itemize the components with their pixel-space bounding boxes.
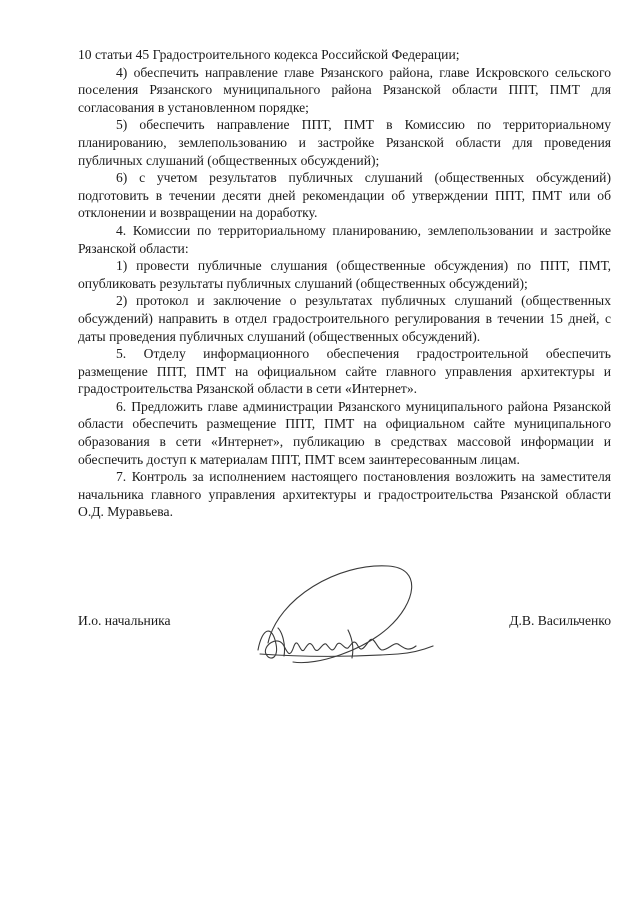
paragraph-section-4-item-2: 2) протокол и заключение о результатах публичных слушаний (общественных обсуждений) направить в отдел градостроительного регулирования в течении 15 дней, с даты проведения публичных слушаний (общественных обсуждений). [78, 293, 611, 344]
paragraph-section-5: 5. Отделу информационного обеспечения градостроительной обеспечить размещение ППТ, ПМТ на официальном сайте главного управления архитектуры и градостроительства Рязанской области в сети «Интернет». [78, 346, 611, 397]
handwritten-signature [248, 558, 448, 678]
document-body [78, 46, 611, 521]
paragraph-section-4: 4. Комиссии по территориальному планированию, землепользовании и застройке Рязанской области: [78, 222, 611, 256]
signatory-name: Д.В. Васильченко [509, 613, 611, 628]
paragraph-section-4-item-1: 1) провести публичные слушания (общественные обсуждения) по ППТ, ПМТ, опубликовать результаты публичных слушаний (общественных обсуждений); [78, 258, 611, 291]
signatory-title: И.о. начальника [78, 613, 171, 628]
signature-block [78, 610, 611, 680]
paragraph-item-6-recommendations: 6) с учетом результатов публичных слушаний (общественных обсуждений) подготовить в течении десяти дней рекомендации об утверждении ППТ, ПМТ или об отклонении и возвращении на доработку. [78, 170, 611, 221]
paragraph-item-5-commission: 5) обеспечить направление ППТ, ПМТ в Комиссию по территориальному планированию, землепользованию и застройке Рязанской области для проведения публичных слушаний (общественных обсуждений); [78, 117, 611, 168]
paragraph-continuation: 10 статьи 45 Градостроительного кодекса Российской Федерации; [78, 47, 460, 62]
paragraph-section-7: 7. Контроль за исполнением настоящего постановления возложить на заместителя начальника главного управления архитектуры и градостроительства Рязанской области О.Д. Муравьева. [78, 469, 611, 520]
paragraph-item-4-direction: 4) обеспечить направление главе Рязанского района, главе Искровского сельского поселения Рязанского муниципального района Рязанской области ППТ, ПМТ для согласования в установленном порядке; [78, 64, 611, 115]
paragraph-section-6: 6. Предложить главе администрации Рязанского муниципального района Рязанской области обеспечить размещение ППТ, ПМТ на официальном сайте муниципального образования в сети «Интернет», публикацию в средствах массовой информации и обеспечить доступ к материалам ППТ, ПМТ всем заинтересованным лицам. [78, 398, 611, 467]
